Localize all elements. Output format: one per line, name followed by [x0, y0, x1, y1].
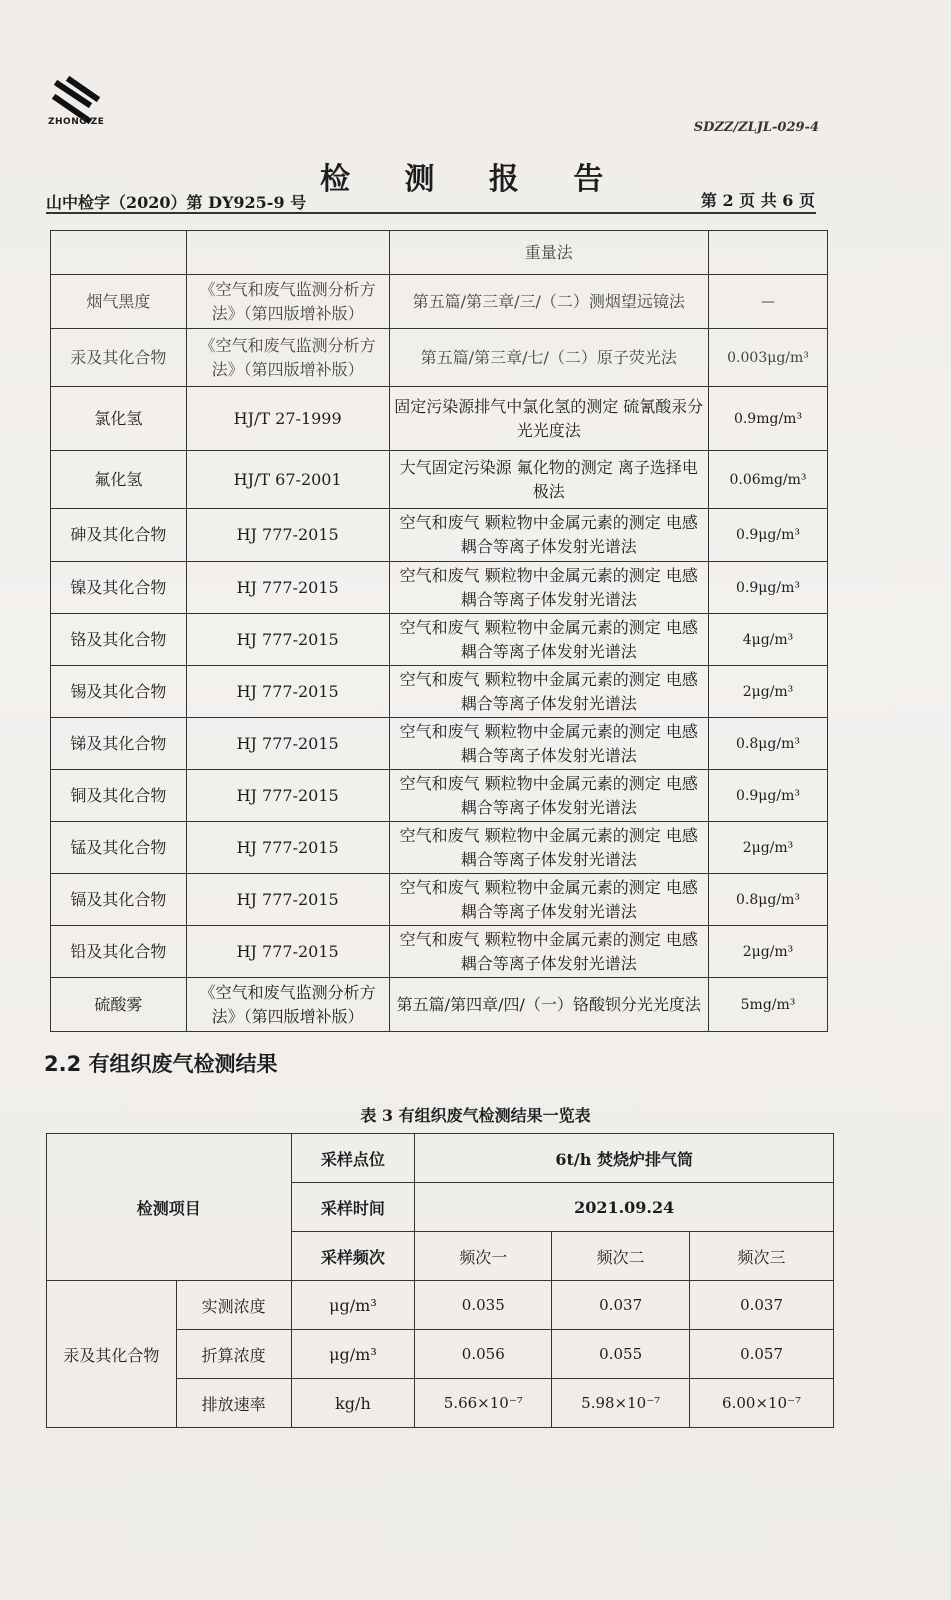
item-name-cell: 锑及其化合物	[51, 718, 187, 770]
standard-cell: HJ 777-2015	[186, 874, 389, 926]
method-cell: 空气和废气 颗粒物中金属元素的测定 电感耦合等离子体发射光谱法	[389, 718, 709, 770]
standard-cell: 《空气和废气监测分析方法》（第四版增补版）	[186, 978, 389, 1032]
value-cell: 0.037	[690, 1281, 834, 1330]
test-item-header: 检测项目	[47, 1134, 292, 1281]
page-number: 第 2 页 共 6 页	[700, 191, 815, 210]
detection-limit-cell: 0.9μg/m³	[709, 770, 828, 822]
detection-limit-cell: 5mg/m³	[709, 978, 828, 1032]
method-table	[50, 230, 828, 1032]
detection-limit-cell: 0.9mg/m³	[709, 387, 828, 451]
method-cell: 空气和废气 颗粒物中金属元素的测定 电感耦合等离子体发射光谱法	[389, 666, 709, 718]
unit-cell: μg/m³	[291, 1281, 415, 1330]
item-name-cell: 汞及其化合物	[51, 329, 187, 387]
unit-cell: μg/m³	[291, 1330, 415, 1379]
section-title: 2.2 有组织废气检测结果	[44, 1052, 278, 1076]
method-cell: 第五篇/第三章/七/（二）原子荧光法	[389, 329, 709, 387]
method-cell: 重量法	[389, 231, 709, 275]
standard-cell: HJ 777-2015	[186, 562, 389, 614]
method-cell: 大气固定污染源 氟化物的测定 离子选择电极法	[389, 451, 709, 509]
item-name-cell: 硫酸雾	[51, 978, 187, 1032]
table-row	[51, 770, 828, 822]
standard-cell: 《空气和废气监测分析方法》（第四版增补版）	[186, 275, 389, 329]
table-row	[47, 1281, 834, 1330]
table-row	[51, 874, 828, 926]
method-cell: 固定污染源排气中氯化氢的测定 硫氰酸汞分光光度法	[389, 387, 709, 451]
value-cell: 5.66×10⁻⁷	[415, 1379, 552, 1428]
frequency-label: 采样频次	[291, 1232, 415, 1281]
table-row	[51, 718, 828, 770]
table-row	[51, 329, 828, 387]
report-number: 山中检字（2020）第 DY925-9 号	[46, 193, 307, 212]
table-row	[51, 231, 828, 275]
detection-limit-cell: 4μg/m³	[709, 614, 828, 666]
detection-limit-cell: 0.8μg/m³	[709, 718, 828, 770]
detection-limit-cell: 0.06mg/m³	[709, 451, 828, 509]
table-row	[51, 451, 828, 509]
method-cell: 空气和废气 颗粒物中金属元素的测定 电感耦合等离子体发射光谱法	[389, 614, 709, 666]
item-name-cell: 镉及其化合物	[51, 874, 187, 926]
sampling-time-label: 采样时间	[291, 1183, 415, 1232]
standard-cell: HJ 777-2015	[186, 509, 389, 562]
standard-cell: HJ 777-2015	[186, 718, 389, 770]
standard-cell: HJ/T 67-2001	[186, 451, 389, 509]
item-name-cell: 镍及其化合物	[51, 562, 187, 614]
method-cell: 空气和废气 颗粒物中金属元素的测定 电感耦合等离子体发射光谱法	[389, 562, 709, 614]
standard-cell: HJ 777-2015	[186, 822, 389, 874]
standard-cell: HJ 777-2015	[186, 666, 389, 718]
table-row	[51, 387, 828, 451]
value-cell: 0.035	[415, 1281, 552, 1330]
table-row	[51, 275, 828, 329]
value-cell: 0.055	[552, 1330, 690, 1379]
detection-limit-cell: 2μg/m³	[709, 666, 828, 718]
frequency-header: 频次二	[552, 1232, 690, 1281]
value-cell: 5.98×10⁻⁷	[552, 1379, 690, 1428]
frequency-header: 频次一	[415, 1232, 552, 1281]
sampling-point-value: 6t/h 焚烧炉排气筒	[415, 1134, 834, 1183]
item-name-cell: 锡及其化合物	[51, 666, 187, 718]
sampling-point-label: 采样点位	[291, 1134, 415, 1183]
detection-limit-cell	[709, 231, 828, 275]
item-name-cell: 铜及其化合物	[51, 770, 187, 822]
method-cell: 第五篇/第四章/四/（一）铬酸钡分光光度法	[389, 978, 709, 1032]
item-name-cell: 铬及其化合物	[51, 614, 187, 666]
metric-label: 排放速率	[176, 1379, 291, 1428]
item-name-cell	[51, 231, 187, 275]
table-row	[51, 926, 828, 978]
document-code: SDZZ/ZLJL-029-4	[693, 120, 819, 135]
method-cell: 空气和废气 颗粒物中金属元素的测定 电感耦合等离子体发射光谱法	[389, 822, 709, 874]
detection-limit-cell: —	[709, 275, 828, 329]
standard-cell: HJ 777-2015	[186, 926, 389, 978]
table-caption: 表 3 有组织废气检测结果一览表	[360, 1106, 591, 1125]
detection-limit-cell: 2μg/m³	[709, 926, 828, 978]
detection-limit-cell: 0.9μg/m³	[709, 509, 828, 562]
table-row	[51, 562, 828, 614]
unit-cell: kg/h	[291, 1379, 415, 1428]
pollutant-name: 汞及其化合物	[47, 1281, 177, 1428]
frequency-header: 频次三	[690, 1232, 834, 1281]
standard-cell: HJ/T 27-1999	[186, 387, 389, 451]
value-cell: 0.056	[415, 1330, 552, 1379]
table-row	[51, 509, 828, 562]
method-cell: 空气和废气 颗粒物中金属元素的测定 电感耦合等离子体发射光谱法	[389, 509, 709, 562]
standard-cell: 《空气和废气监测分析方法》（第四版增补版）	[186, 329, 389, 387]
metric-label: 折算浓度	[176, 1330, 291, 1379]
item-name-cell: 锰及其化合物	[51, 822, 187, 874]
table-row	[51, 822, 828, 874]
item-name-cell: 烟气黑度	[51, 275, 187, 329]
detection-limit-cell: 0.9μg/m³	[709, 562, 828, 614]
item-name-cell: 氟化氢	[51, 451, 187, 509]
logo-text: ZHONG ZE	[48, 117, 105, 127]
header-rule	[46, 212, 816, 214]
table-row	[51, 666, 828, 718]
standard-cell: HJ 777-2015	[186, 770, 389, 822]
item-name-cell: 氯化氢	[51, 387, 187, 451]
sampling-time-value: 2021.09.24	[415, 1183, 834, 1232]
method-cell: 空气和废气 颗粒物中金属元素的测定 电感耦合等离子体发射光谱法	[389, 926, 709, 978]
standard-cell	[186, 231, 389, 275]
detection-limit-cell: 0.003μg/m³	[709, 329, 828, 387]
method-cell: 空气和废气 颗粒物中金属元素的测定 电感耦合等离子体发射光谱法	[389, 874, 709, 926]
table-row	[51, 978, 828, 1032]
value-cell: 0.037	[552, 1281, 690, 1330]
detection-limit-cell: 2μg/m³	[709, 822, 828, 874]
item-name-cell: 砷及其化合物	[51, 509, 187, 562]
result-table	[46, 1133, 834, 1428]
item-name-cell: 铅及其化合物	[51, 926, 187, 978]
detection-limit-cell: 0.8μg/m³	[709, 874, 828, 926]
page-title: 检 测 报 告	[320, 162, 626, 197]
value-cell: 6.00×10⁻⁷	[690, 1379, 834, 1428]
method-cell: 空气和废气 颗粒物中金属元素的测定 电感耦合等离子体发射光谱法	[389, 770, 709, 822]
method-cell: 第五篇/第三章/三/（二）测烟望远镜法	[389, 275, 709, 329]
standard-cell: HJ 777-2015	[186, 614, 389, 666]
value-cell: 0.057	[690, 1330, 834, 1379]
metric-label: 实测浓度	[176, 1281, 291, 1330]
table-row	[51, 614, 828, 666]
